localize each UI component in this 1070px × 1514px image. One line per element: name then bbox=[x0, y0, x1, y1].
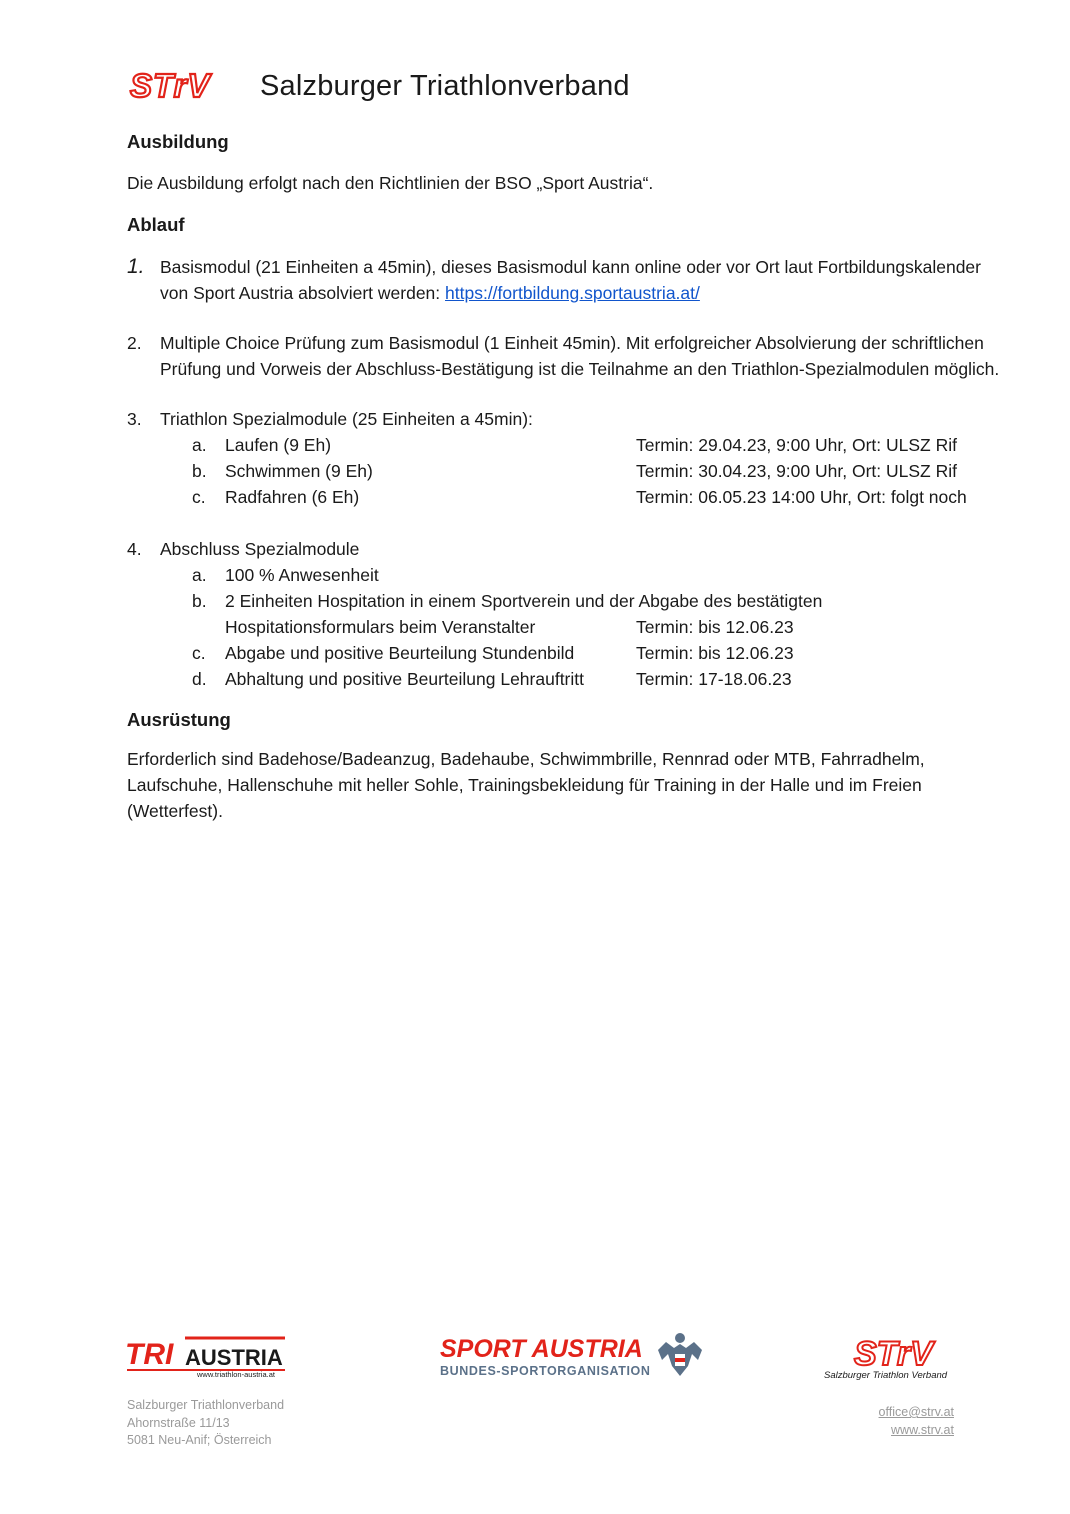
website-link[interactable]: www.strv.at bbox=[891, 1422, 954, 1437]
sub-item-anwesenheit bbox=[127, 562, 1007, 588]
sub-text: Laufen (9 Eh) bbox=[225, 435, 332, 455]
strv-footer-logo bbox=[822, 1334, 968, 1382]
svg-text:STrV: STrV bbox=[854, 1335, 933, 1373]
svg-text:STrV: STrV bbox=[130, 67, 211, 104]
list-item-4 bbox=[127, 536, 1007, 562]
email-link[interactable]: office@strv.at bbox=[878, 1405, 954, 1419]
heading-ablauf: Ablauf bbox=[127, 214, 185, 235]
list-item-text: Triathlon Spezialmodule (25 Einheiten a 45min): bbox=[160, 409, 533, 429]
sub-item-schwimmen bbox=[127, 458, 1007, 484]
document-body bbox=[127, 128, 1007, 824]
list-item-text: Abschluss Spezialmodule bbox=[160, 539, 360, 559]
sub-letter: c. bbox=[192, 643, 206, 663]
heading-ausbildung: Ausbildung bbox=[127, 131, 229, 152]
sub-letter: c. bbox=[192, 487, 206, 507]
ausbildung-text: Die Ausbildung erfolgt nach den Richtlinien der BSO „Sport Austria“. bbox=[127, 173, 654, 193]
sub-letter: b. bbox=[192, 591, 207, 611]
address-line: Ahornstraße 11/13 bbox=[127, 1415, 230, 1430]
svg-text:TRI: TRI bbox=[125, 1338, 174, 1371]
heading-ausruestung: Ausrüstung bbox=[127, 709, 231, 730]
svg-text:AUSTRIA: AUSTRIA bbox=[185, 1345, 283, 1370]
strv-logo bbox=[128, 66, 232, 106]
list-number: 1. bbox=[127, 255, 145, 278]
sub-text: Radfahren (6 Eh) bbox=[225, 487, 360, 507]
sub-text: 2 Einheiten Hospitation in einem Sportverein und der Abgabe des bestätigten bbox=[225, 591, 823, 611]
list-item-3 bbox=[127, 406, 1007, 432]
sub-letter: a. bbox=[192, 435, 207, 455]
footer-contact bbox=[879, 1404, 954, 1439]
sub-text: Hospitationsformulars beim Veranstalter bbox=[225, 617, 536, 637]
sub-termin: Termin: 17-18.06.23 bbox=[636, 669, 792, 689]
list-item-text: Basismodul (21 Einheiten a 45min), dieses Basismodul kann online oder vor Ort laut Fortbildungskalender von Sport Austria absolviert werden: bbox=[160, 257, 981, 303]
svg-text:SPORT AUSTRIA: SPORT AUSTRIA bbox=[440, 1335, 643, 1363]
sport-austria-logo bbox=[440, 1330, 710, 1380]
sub-letter: b. bbox=[192, 461, 207, 481]
list-item-1 bbox=[127, 254, 1007, 306]
tri-austria-logo bbox=[125, 1334, 287, 1378]
sub-text: Schwimmen (9 Eh) bbox=[225, 461, 373, 481]
sub-text: 100 % Anwesenheit bbox=[225, 565, 379, 585]
ausruestung-text: Erforderlich sind Badehose/Badeanzug, Badehaube, Schwimmbrille, Rennrad oder MTB, Fahrradhelm, Laufschuhe, Hallenschuhe mit heller Sohle, Trainingsbekleidung für Training in der Halle und im Freien (Wetterfest). bbox=[127, 749, 925, 821]
list-number: 4. bbox=[127, 539, 142, 559]
sub-item-lehrauftritt bbox=[127, 666, 1007, 692]
sub-termin: Termin: bis 12.06.23 bbox=[636, 617, 794, 637]
page-title: Salzburger Triathlonverband bbox=[260, 69, 630, 102]
sub-item-stundenbild bbox=[127, 640, 1007, 666]
sub-item-radfahren bbox=[127, 484, 1007, 510]
sub-termin: Termin: 29.04.23, 9:00 Uhr, Ort: ULSZ Rif bbox=[636, 435, 957, 455]
sub-letter: a. bbox=[192, 565, 207, 585]
sportaustria-link[interactable]: https://fortbildung.sportaustria.at/ bbox=[445, 283, 700, 303]
sub-text: Abgabe und positive Beurteilung Stundenbild bbox=[225, 643, 575, 663]
sub-termin: Termin: 06.05.23 14:00 Uhr, Ort: folgt noch bbox=[636, 487, 967, 507]
address-line: 5081 Neu-Anif; Österreich bbox=[127, 1433, 272, 1447]
sub-text: Abhaltung und positive Beurteilung Lehrauftritt bbox=[225, 669, 584, 689]
sub-item-hospitation bbox=[127, 588, 1007, 614]
sub-item-hospitation-cont bbox=[225, 614, 1007, 640]
footer-address bbox=[127, 1397, 284, 1450]
sub-letter: d. bbox=[192, 669, 207, 689]
svg-text:Salzburger Triathlon Verband: Salzburger Triathlon Verband bbox=[824, 1370, 948, 1381]
svg-text:www.triathlon-austria.at: www.triathlon-austria.at bbox=[197, 1370, 275, 1378]
list-number: 2. bbox=[127, 333, 142, 353]
svg-text:BUNDES-SPORTORGANISATION: BUNDES-SPORTORGANISATION bbox=[440, 1364, 651, 1378]
list-number: 3. bbox=[127, 409, 142, 429]
sub-item-laufen bbox=[127, 432, 1007, 458]
sub-termin: Termin: bis 12.06.23 bbox=[636, 643, 794, 663]
address-line: Salzburger Triathlonverband bbox=[127, 1398, 285, 1412]
sub-termin: Termin: 30.04.23, 9:00 Uhr, Ort: ULSZ Rif bbox=[636, 461, 957, 481]
list-item-2 bbox=[127, 330, 1007, 382]
list-item-text: Multiple Choice Prüfung zum Basismodul (1 Einheit 45min). Mit erfolgreicher Absolvierung der schriftlichen Prüfung und Vorweis der Abschluss-Bestätigung ist die Teilnahme an den Triathlon-Spezialmodulen möglich. bbox=[160, 333, 1000, 379]
page-header bbox=[128, 66, 630, 106]
